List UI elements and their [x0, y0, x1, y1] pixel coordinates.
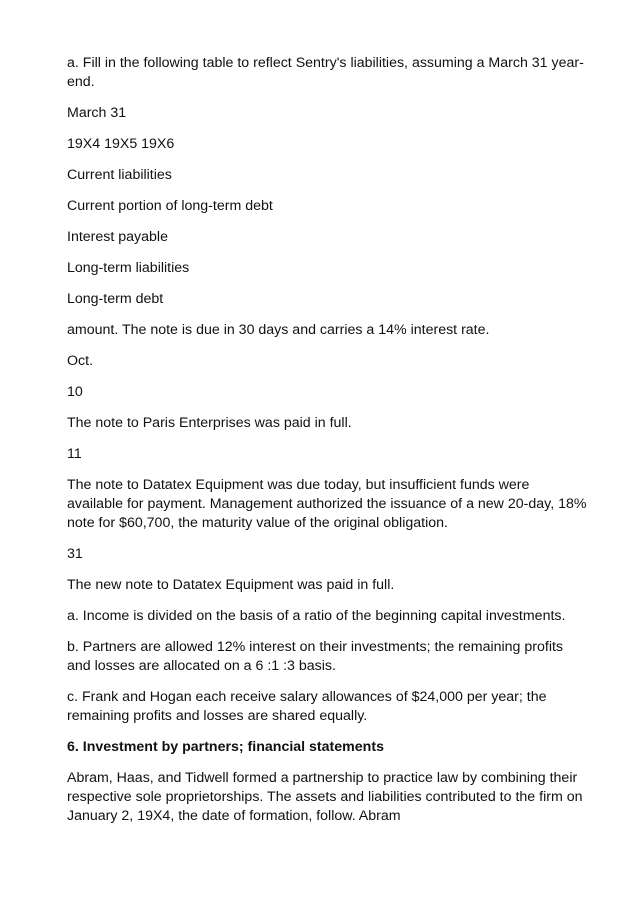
transaction-oct-11: The note to Datatex Equipment was due today, but insufficient funds were available for payment. Management authorized the issuance of a new 20-day, 18% note for $60,700, the maturity value of the original obligation.	[67, 477, 587, 531]
section-heading: 6. Investment by partners; financial statements	[67, 739, 384, 755]
table-date-heading: March 31	[67, 105, 127, 121]
option-a-paragraph: a. Income is divided on the basis of a ratio of the beginning capital investments.	[67, 608, 566, 624]
transaction-oct-10: The note to Paris Enterprises was paid in full.	[67, 415, 352, 431]
row-interest-payable: Interest payable	[67, 229, 168, 245]
option-b-paragraph: b. Partners are allowed 12% interest on their investments; the remaining profits and losses are allocated on a 6 :1 :3 basis.	[67, 639, 564, 674]
row-long-term-debt: Long-term debt	[67, 291, 164, 307]
row-current-liabilities: Current liabilities	[67, 167, 172, 183]
row-current-portion-long-term-debt: Current portion of long-term debt	[67, 198, 273, 214]
table-year-columns: 19X4 19X5 19X6	[67, 136, 175, 152]
day-label-31: 31	[67, 546, 83, 562]
day-label-10: 10	[67, 384, 83, 400]
document-page	[67, 54, 587, 838]
month-label: Oct.	[67, 353, 94, 369]
option-c-paragraph: c. Frank and Hogan each receive salary allowances of $24,000 per year; the remaining profits and losses are shared equally.	[67, 689, 547, 724]
transaction-oct-31: The new note to Datatex Equipment was paid in full.	[67, 577, 395, 593]
note-amount-paragraph: amount. The note is due in 30 days and carries a 14% interest rate.	[67, 322, 490, 338]
partnership-paragraph: Abram, Haas, and Tidwell formed a partnership to practice law by combining their respective sole proprietorships. The assets and liabilities contributed to the firm on January 2, 19X4, the date of formation, follow. Abram	[67, 770, 583, 824]
instruction-paragraph: a. Fill in the following table to reflect Sentry's liabilities, assuming a March 31 year-end.	[67, 55, 584, 90]
day-label-11: 11	[67, 446, 82, 462]
row-long-term-liabilities: Long-term liabilities	[67, 260, 190, 276]
